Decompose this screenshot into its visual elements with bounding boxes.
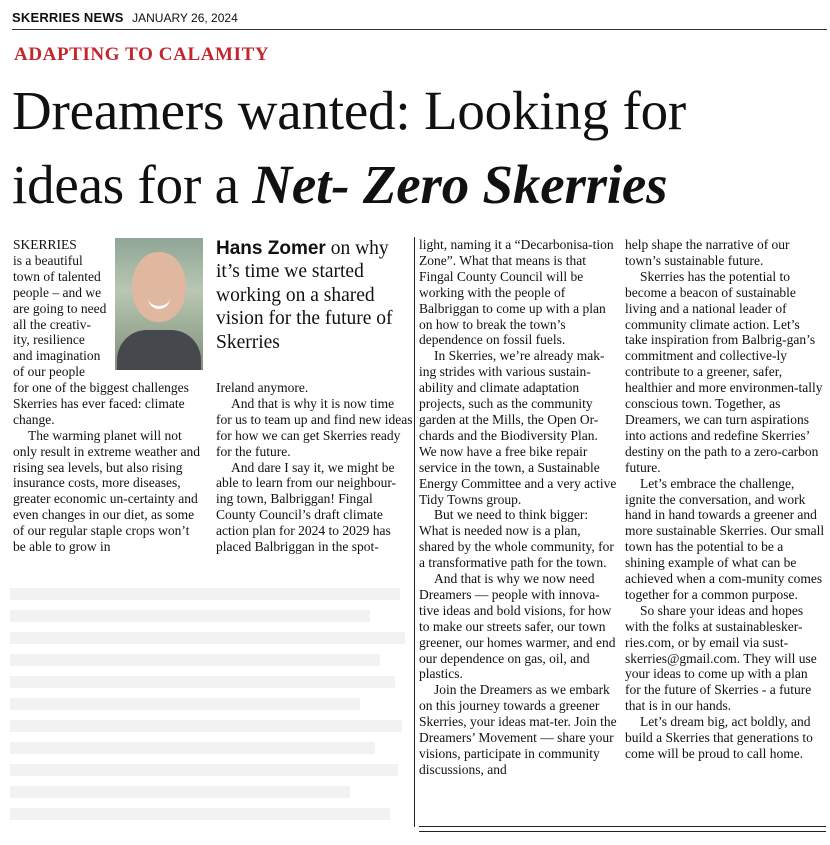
article-column-4: [625, 237, 825, 762]
intro-line: are going to need: [13, 300, 107, 316]
author-photo-face: [132, 252, 186, 322]
faded-line: [10, 610, 370, 622]
masthead: [12, 9, 238, 27]
paragraph: And that is why we now need Dreamers — people with innova-tive ideas and bold visions, for how to make our streets safer, our town greener, our homes warmer, and end our dependence on gas, oil, and plastics.: [419, 571, 616, 682]
faded-line: [10, 720, 402, 732]
end-rule: [419, 831, 826, 832]
intro-text: [13, 237, 109, 380]
paragraph: In Skerries, we’re already mak-ing strides with various sustain-ability and climate adaptation projects, such as the community garden at the Mills, the Open Or-chards and the Biodiversity Plan. We now have a free bike repair service in the town, a Sustainable Energy Committee and a very active Tidy Towns group.: [419, 348, 617, 507]
intro-line: and imagination: [13, 348, 101, 364]
faded-line: [10, 654, 380, 666]
paragraph: The warming planet will not only result in extreme weather and rising sea levels, but also rising insurance costs, more diseases, greater economic un-certainty and even changes in our diet, as some of our regular staple crops won’t be able to grow in: [13, 427, 201, 555]
intro-line: people – and we: [13, 284, 102, 300]
paragraph: Let’s dream big, act boldly, and build a Skerries that generations to come will be proud to call home.: [625, 714, 813, 761]
intro-line: SKERRIES: [13, 237, 77, 252]
article-column-1: [13, 380, 203, 555]
paragraph: And that is why it is now time for us to team up and find new ideas for how we can get Skerries ready for the future.: [216, 395, 413, 459]
article-column-2: [216, 380, 413, 555]
intro-line: town of talented: [13, 268, 101, 284]
paragraph: help shape the narrative of our town’s sustainable future.: [625, 237, 790, 268]
end-rule: [419, 826, 826, 827]
paragraph: Let’s embrace the challenge, ignite the conversation, and work hand in hand towards a greener and more sustainable Skerries. Our small town has the potential to be a shining example of what can be achieved when a com-munity comes together for a common purpose.: [625, 475, 825, 602]
faded-line: [10, 742, 375, 754]
pull-quote-text: on why it’s time we started working on a shared vision for the future of Skerries: [216, 238, 393, 353]
paragraph: Ireland anymore.: [216, 380, 309, 395]
intro-line: is a beautiful: [13, 252, 83, 268]
author-photo: [115, 238, 203, 370]
headline-emphasis: Net- Zero Skerries: [252, 154, 668, 215]
faded-line: [10, 764, 398, 776]
article-column-3: [419, 237, 617, 778]
section-kicker: ADAPTING TO CALAMITY: [14, 44, 270, 65]
faded-line: [10, 632, 405, 644]
publication-date: JANUARY 26, 2024: [132, 11, 238, 25]
paragraph: And dare I say it, we might be able to learn from our neighbour-ing town, Balbriggan! Fingal County Council’s draft climate action plan for 2024 to 2029 has placed Balbriggan in the spot-: [216, 459, 397, 555]
author-name: Hans Zomer: [216, 238, 326, 259]
intro-line: of our people: [13, 364, 85, 380]
paragraph: Join the Dreamers as we embark on this journey towards a greener Skerries, your ideas mat-ter. Join the Dreamers’ Movement — share your visions, participate in community discussions, and: [419, 682, 617, 777]
pull-quote: [216, 237, 411, 354]
faded-line: [10, 786, 350, 798]
column-divider: [414, 237, 415, 827]
masthead-rule: [12, 29, 827, 30]
paragraph: So share your ideas and hopes with the folks at sustainablesker-ries.com, or by email via sust-skerries@gmail.com. They will use your ideas to come up with a plan for the future of Skerries - a future that is in our hands.: [625, 602, 817, 714]
publication-name: SKERRIES NEWS: [12, 10, 124, 25]
faded-line: [10, 698, 360, 710]
faded-ad-area: [10, 580, 408, 838]
faded-line: [10, 588, 400, 600]
paragraph: But we need to think bigger: What is needed now is a plan, shared by the whole community, for a transformative path for the town.: [419, 507, 614, 571]
paragraph: light, naming it a “Decarbonisa-tion Zone”. What that means is that Fingal County Council will be working with the people of Balbriggan to come up with a plan on how to break the town’s dependence on fossil fuels.: [419, 237, 614, 348]
paragraph: Skerries has the potential to become a beacon of sustainable living and a national leader of community climate action. Let’s take inspiration from Balbrig-gan’s commitment and collective-ly contribute to a greener, safer, healthier and more environmen-tally conscious town. Together, as Dreamers, we can turn aspirations into actions and redefine Skerries’ destiny on the path to a zero-carbon future.: [625, 268, 823, 475]
headline: [12, 74, 828, 222]
intro-line: all the creativ-: [13, 316, 91, 332]
headline-line-2-start: ideas for a: [12, 154, 253, 215]
headline-line-2: [12, 148, 828, 222]
faded-line: [10, 676, 395, 688]
faded-line: [10, 808, 390, 820]
intro-line: ity, resilience: [13, 332, 85, 348]
headline-line-1: Dreamers wanted: Looking for: [12, 80, 687, 141]
paragraph: for one of the biggest challenges Skerries has ever faced: climate change.: [13, 380, 189, 427]
author-photo-shirt: [117, 330, 201, 370]
